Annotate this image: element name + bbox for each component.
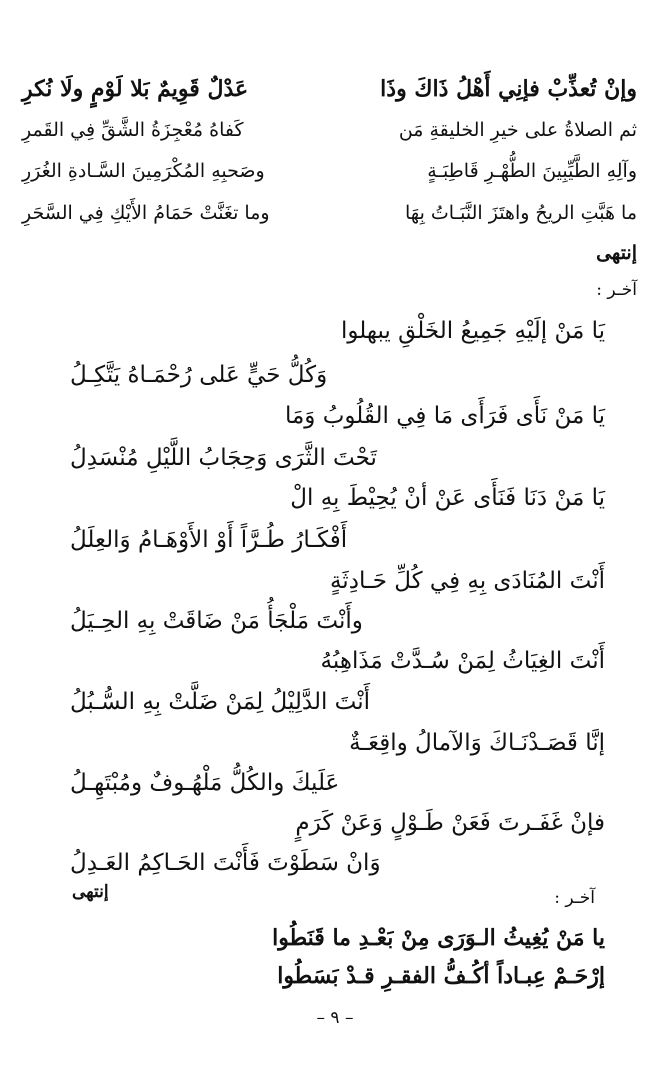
section2-line-8: وأَنْتَ مَلْجَأُ مَنْ ضَاقَتْ بِهِ الحِـيَلُ <box>70 608 363 634</box>
section2-line-14: وَانْ سَطَوْتَ فَأَنْتَ الحَـاكِمُ العَـدِلُ <box>70 850 381 876</box>
section2-line-4: تَحْتَ الثَّرَى وَحِجَابُ اللَّيْلِ مُنْسَدِلُ <box>70 445 377 471</box>
section2-line-5: يَا مَنْ دَنَا فَنَأَى عَنْ أنْ يُحِيْطَ بِهِ الْ <box>290 485 605 511</box>
section2-end-marker: إنتهى <box>72 882 109 902</box>
section2-line-12: عَلَيكَ والكُلُّ مَلْهُـوفٌ ومُبْتَهِـلُ <box>70 770 340 796</box>
section3-line-2: إرْحَـمْ عِبـاداً أكُـفُّ الفقـرِ قـدْ بَسَطُوا <box>277 963 605 989</box>
page-number: – ٩ – <box>316 1008 354 1028</box>
section2-line-10: أَنْتَ الدَّلِيْلُ لِمَنْ ضَلَّتْ بِهِ السُّـبُلُ <box>70 689 371 715</box>
section3-line-1: يا مَنْ يُغِيثُ الـوَرَى مِنْ بَعْـدِ ما قَنَطُوا <box>272 925 605 951</box>
section3-heading: آخـر : <box>554 888 595 908</box>
section2-heading: آخـر : <box>596 280 637 300</box>
section2-line-6: أَفْكَـارُ طُـرَّاً أَوْ الأَوْهَـامُ وَالعِلَلُ <box>70 527 348 553</box>
poem1-line-3-left: وصَحبِهِ المُكْرَمِينَ السَّـادةِ الغُرَرِ <box>22 160 265 182</box>
poem1-line-4-left: وما تغَنَّتْ حَمَامُ الأَيْكِ فِي السَّحَرِ <box>22 202 270 224</box>
poem1-end-marker: إنتهى <box>596 242 637 264</box>
poem1-line-4-right: ما هَبَّتِ الريحُ واهتَزَ النَّبَـاتُ بِهَا <box>405 202 637 224</box>
poem1-line-2-right: ثم الصلاةُ على خيرِ الخليقةِ مَن <box>398 119 637 141</box>
poem1-line-3-right: وآلِهِ الطَّيِّبِينَ الطُّهْـرِ قَاطِبَـةٍ <box>427 160 637 182</box>
poem1-line-2-left: كَفاهُ مُعْجِزَةُ الشَّقِّ فِي القَمرِ <box>22 119 244 141</box>
section2-line-9: أَنْتَ الغِيَاثُ لِمَنْ سُـدَّتْ مَذَاهِبُهُ <box>320 648 605 674</box>
section2-line-1: يَا مَنْ إلَيْهِ جَمِيعُ الخَلْقِ يبهلوا <box>340 318 605 344</box>
section2-line-3: يَا مَنْ نَأَى فَرَأَى مَا فِي القُلُوبُ وَمَا <box>284 403 605 429</box>
section2-line-2: وَكُلُّ حَيٍّ عَلى رُحْمَـاهُ يَتَّكِـلُ <box>70 362 328 388</box>
poem1-line-1-right: وإنْ تُعذِّبْ فإنِي أَهْلُ ذَاكَ وذَا <box>380 76 637 102</box>
section2-line-11: إنَّا قَصَـدْنَـاكَ وَالآمالُ واقِعَـةٌ <box>349 730 605 756</box>
section2-line-13: فإنْ غَفَـرتَ فَعَنْ طَـوْلٍ وَعَنْ كَرَمٍ <box>295 810 605 836</box>
poem1-line-1-left: عَدْلٌ قَوِيمٌ بَلا لَوْمٍ ولَا نُكرِ <box>22 76 249 102</box>
section2-line-7: أَنْتَ المُنَادَى بِهِ فِي كُلِّ حَـادِثَةٍ <box>329 568 605 594</box>
